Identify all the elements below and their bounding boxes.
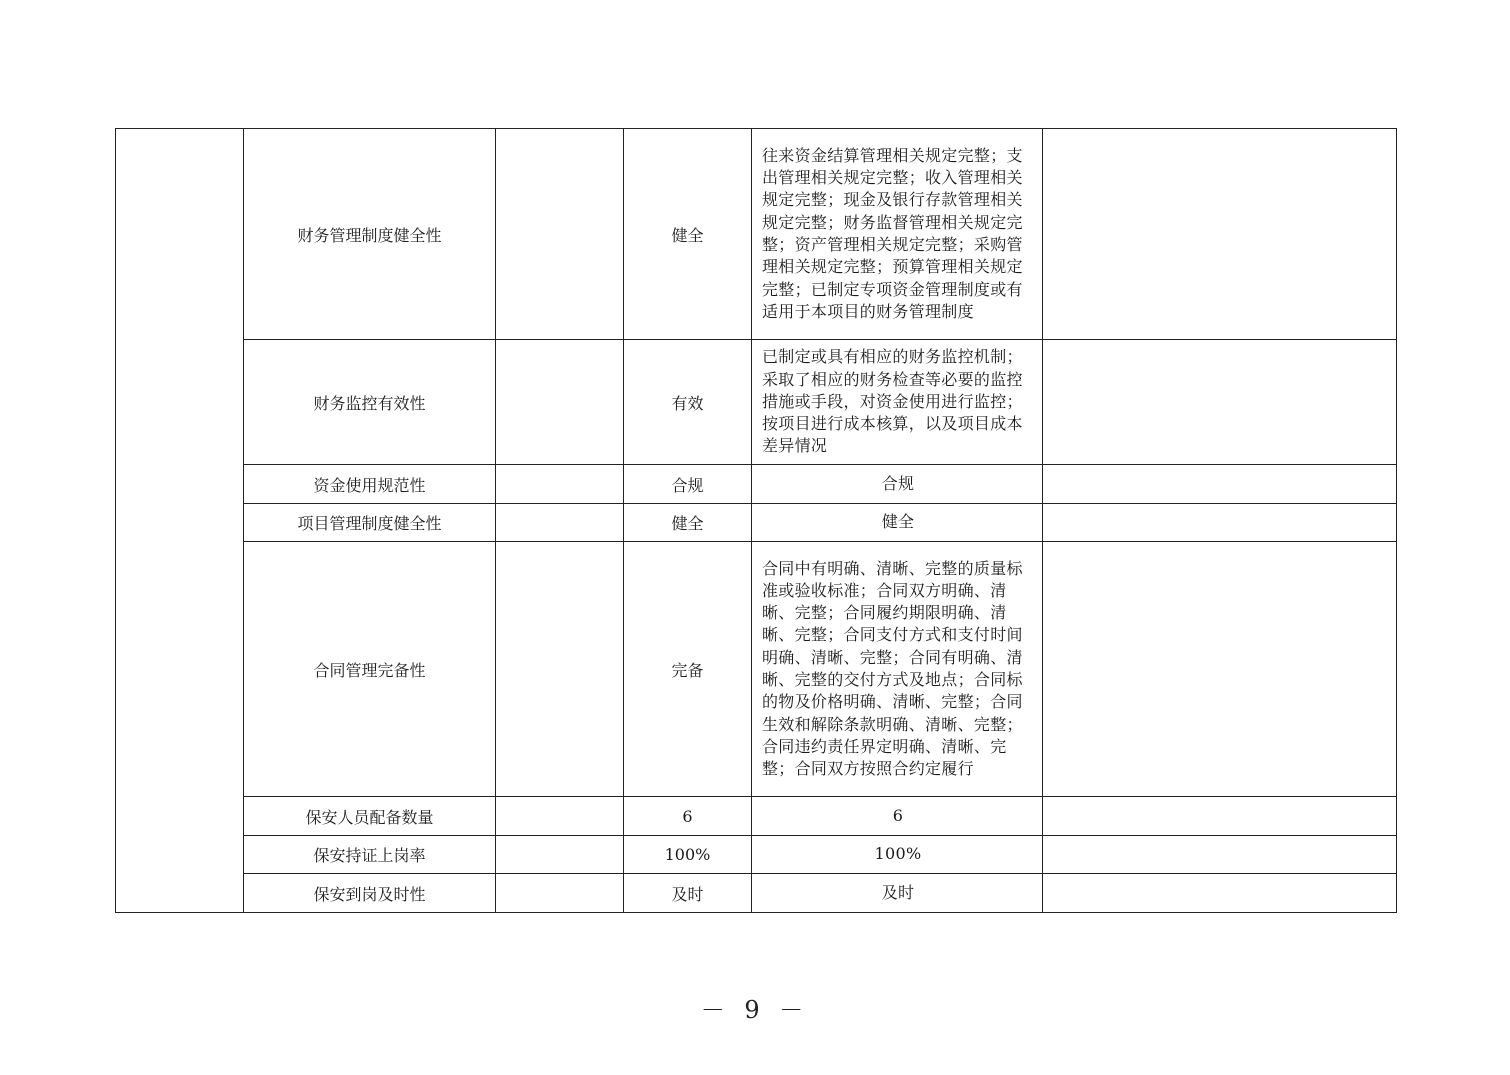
actual-value-cell: 已制定或具有相应的财务监控机制；采取了相应的财务检查等必要的监控措施或手段，对资金使用进行监控；按项目进行成本核算，以及项目成本差异情况 <box>752 340 1043 465</box>
target-value-cell: 合规 <box>624 465 752 504</box>
note-cell <box>1043 129 1397 340</box>
note-cell <box>1043 340 1397 465</box>
annual-target-cell <box>496 836 624 874</box>
indicator-cell: 保安到岗及时性 <box>244 874 496 913</box>
annual-target-cell <box>496 874 624 913</box>
annual-target-cell <box>496 129 624 340</box>
actual-value-cell: 合规 <box>752 465 1043 504</box>
indicator-table <box>115 128 1397 913</box>
note-cell <box>1043 836 1397 874</box>
target-value-cell: 健全 <box>624 129 752 340</box>
category-cell <box>116 129 244 913</box>
actual-value-cell: 100% <box>752 836 1043 874</box>
table-row <box>116 542 1397 797</box>
indicator-cell: 合同管理完备性 <box>244 542 496 797</box>
note-cell <box>1043 874 1397 913</box>
actual-value-cell: 健全 <box>752 504 1043 542</box>
target-value-cell: 6 <box>624 797 752 836</box>
target-value-cell: 100% <box>624 836 752 874</box>
table-row <box>116 465 1397 504</box>
table-row <box>116 129 1397 340</box>
table-row <box>116 797 1397 836</box>
indicator-cell: 财务管理制度健全性 <box>244 129 496 340</box>
actual-value-cell: 6 <box>752 797 1043 836</box>
actual-value-cell: 及时 <box>752 874 1043 913</box>
indicator-cell: 财务监控有效性 <box>244 340 496 465</box>
table-row <box>116 836 1397 874</box>
note-cell <box>1043 797 1397 836</box>
actual-value-cell: 往来资金结算管理相关规定完整；支出管理相关规定完整；收入管理相关规定完整；现金及银行存款管理相关规定完整；财务监督管理相关规定完整；资产管理相关规定完整；采购管理相关规定完整；预算管理相关规定完整；已制定专项资金管理制度或有适用于本项目的财务管理制度 <box>752 129 1043 340</box>
target-value-cell: 及时 <box>624 874 752 913</box>
actual-value-cell: 合同中有明确、清晰、完整的质量标准或验收标准；合同双方明确、清晰、完整；合同履约期限明确、清晰、完整；合同支付方式和支付时间明确、清晰、完整；合同有明确、清晰、完整的交付方式及地点；合同标的物及价格明确、清晰、完整；合同生效和解除条款明确、清晰、完整；合同违约责任界定明确、清晰、完整；合同双方按照合约定履行 <box>752 542 1043 797</box>
note-cell <box>1043 465 1397 504</box>
indicator-cell: 项目管理制度健全性 <box>244 504 496 542</box>
table-row <box>116 874 1397 913</box>
indicator-cell: 保安人员配备数量 <box>244 797 496 836</box>
annual-target-cell <box>496 542 624 797</box>
indicator-cell: 资金使用规范性 <box>244 465 496 504</box>
table-row <box>116 504 1397 542</box>
target-value-cell: 有效 <box>624 340 752 465</box>
annual-target-cell <box>496 504 624 542</box>
note-cell <box>1043 504 1397 542</box>
page-number: － 9 － <box>700 996 810 1024</box>
target-value-cell: 健全 <box>624 504 752 542</box>
annual-target-cell <box>496 465 624 504</box>
annual-target-cell <box>496 797 624 836</box>
indicator-cell: 保安持证上岗率 <box>244 836 496 874</box>
target-value-cell: 完备 <box>624 542 752 797</box>
annual-target-cell <box>496 340 624 465</box>
table-row <box>116 340 1397 465</box>
note-cell <box>1043 542 1397 797</box>
